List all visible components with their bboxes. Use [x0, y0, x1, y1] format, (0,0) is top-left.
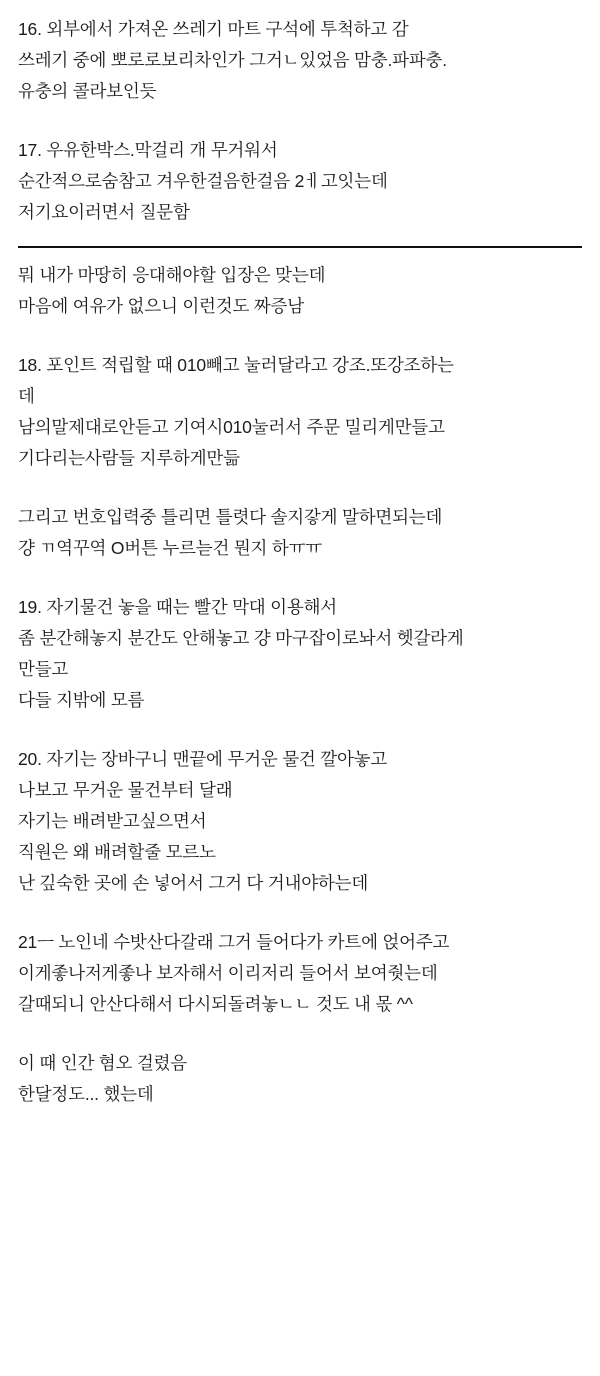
text-block-item-18: [18, 350, 582, 474]
text-line: 이 때 인간 혐오 걸렸음: [18, 1053, 187, 1073]
spacer: [18, 474, 582, 502]
text-line: 그리고 번호입력중 틀리면 틀렷다 솔지갛게 말하면되는데: [18, 507, 443, 527]
text-block-item-21: [18, 927, 582, 1020]
text-line: 남의말제대로안듣고 기여시010눌러서 주문 밀리게만들고: [18, 417, 445, 437]
text-line: 저기요이러면서 질문함: [18, 202, 190, 222]
text-block-closing: [18, 1048, 582, 1110]
text-line: 자기는 배려받고싶으면서: [18, 811, 207, 831]
text-line: 20. 자기는 장바구니 맨끝에 무거운 물건 깔아놓고: [18, 749, 388, 769]
text-line: 16. 외부에서 가져온 쓰레기 마트 구석에 투척하고 감: [18, 19, 409, 39]
text-line: 직원은 왜 배려할줄 모르노: [18, 842, 216, 862]
spacer: [18, 107, 582, 135]
text-line: 좀 분간해놓지 분간도 안해놓고 걍 마구잡이로놔서 헷갈라게: [18, 628, 464, 648]
text-block-item-16: [18, 14, 582, 107]
spacer: [18, 716, 582, 744]
text-line: 다들 지밖에 모름: [18, 690, 145, 710]
text-block-item-17: [18, 135, 582, 228]
text-line: 17. 우유한박스.막걸리 개 무거워서: [18, 140, 278, 160]
text-line: 19. 자기물건 놓을 때는 빨간 막대 이용해서: [18, 597, 337, 617]
text-block-item-19: [18, 592, 582, 716]
text-line: 데: [18, 386, 35, 406]
text-line: 만들고: [18, 659, 69, 679]
text-block-item-20: [18, 744, 582, 899]
text-line: 21ㅡ 노인네 수밧산다갈래 그거 들어다가 카트에 얹어주고: [18, 932, 450, 952]
text-line: 마음에 여유가 없으니 이런것도 짜증남: [18, 296, 304, 316]
text-line: 순간적으로숨참고 겨우한걸음한걸음 2ㅔ고잇는데: [18, 171, 388, 191]
text-line: 기다리는사람들 지루하게만듦: [18, 448, 240, 468]
text-line: 걍 ㄲ역꾸역 O버튼 누르늗건 뭔지 하ㅠㅠ: [18, 538, 323, 558]
text-block-comment-1: [18, 260, 582, 322]
text-line: 나보고 무거운 물건부터 달래: [18, 780, 233, 800]
text-line: 뭐 내가 마땅히 응대해야할 입장은 맞는데: [18, 265, 326, 285]
spacer: [18, 322, 582, 350]
text-line: 쓰레기 중에 뽀로로보리차인가 그거ㄴ있었음 맘충.파파충.: [18, 50, 447, 70]
text-line: 18. 포인트 적립할 때 010빼고 눌러달라고 강조.또강조하는: [18, 355, 454, 375]
spacer: [18, 899, 582, 927]
text-line: 유충의 콜라보인듯: [18, 81, 157, 101]
text-line: 난 깊숙한 곳에 손 넣어서 그거 다 거내야하는데: [18, 873, 369, 893]
text-line: 이게좋나저게좋나 보자해서 이리저리 들어서 보여줫는데: [18, 963, 438, 983]
section-divider: [18, 246, 582, 248]
spacer: [18, 1020, 582, 1048]
text-block-item-18-note: [18, 502, 582, 564]
spacer: [18, 564, 582, 592]
text-line: 갈때되니 안산다해서 다시되돌려놓ㄴㄴ 것도 내 몫 ^^: [18, 994, 413, 1014]
text-line: 한달정도... 했는데: [18, 1084, 154, 1104]
